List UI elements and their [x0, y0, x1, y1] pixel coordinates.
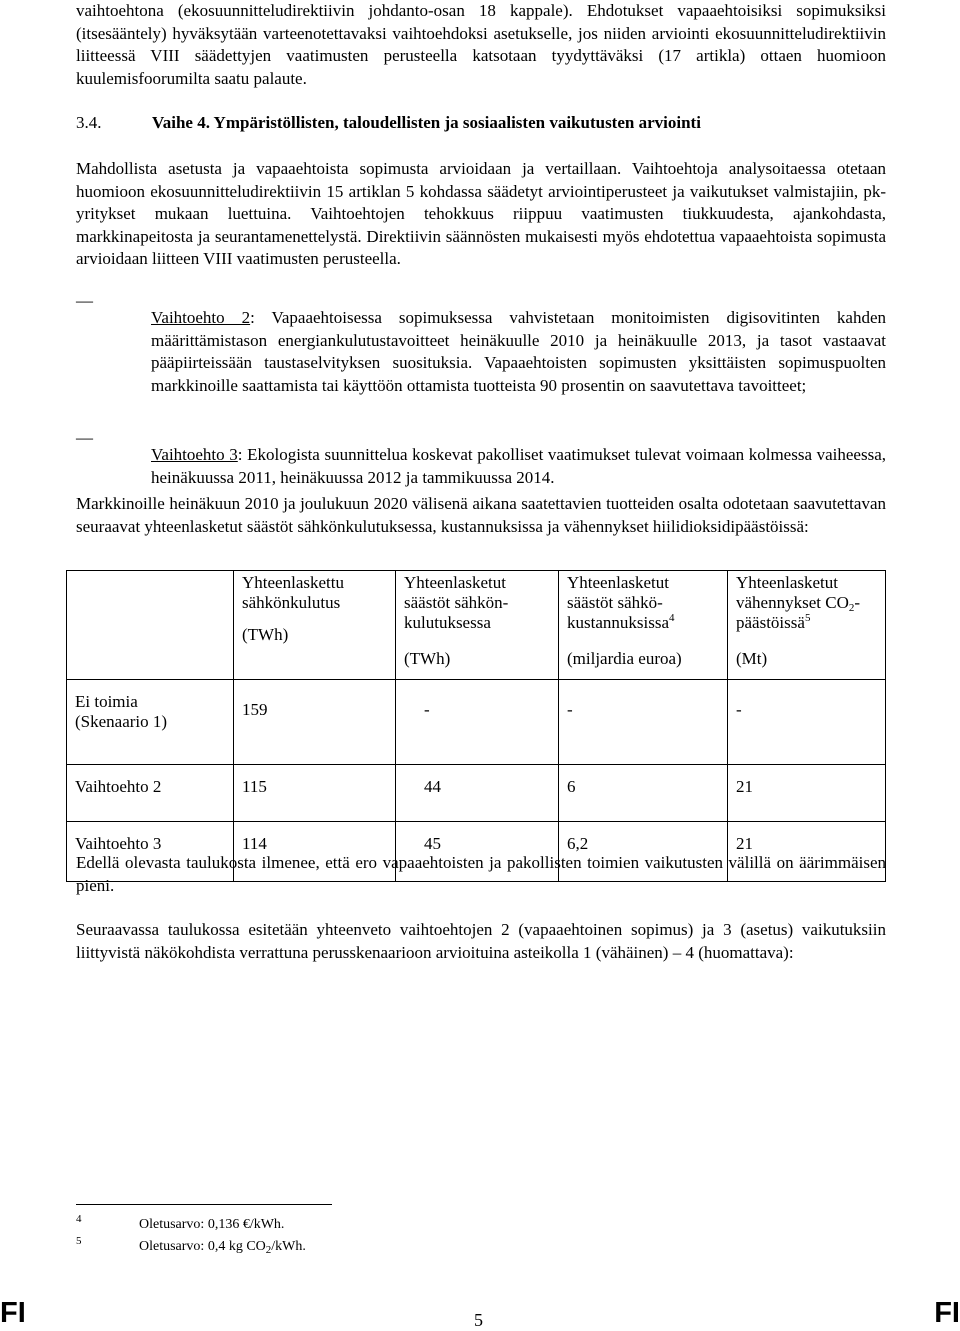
header-text: Yhteenlaskettu — [242, 573, 344, 592]
table-header-cell — [396, 571, 559, 680]
row-label — [67, 680, 234, 765]
header-text: vähennykset CO — [736, 593, 849, 612]
table-header-cell — [559, 571, 728, 680]
header-unit: (TWh) — [242, 625, 289, 644]
row-label-text: (Skenaario 1) — [75, 712, 168, 731]
option-text — [151, 444, 886, 489]
option-label: Vaihtoehto 3 — [151, 445, 238, 464]
table-corner-cell — [67, 571, 234, 680]
table-cell: 44 — [396, 765, 559, 822]
markets-paragraph: Markkinoille heinäkuun 2010 ja joulukuun 2020 välisenä aikana saatettavien tuotteiden osalta odotetaan saavutettavan seuraavat yhteenlasketut säästöt sähkönkulutuksessa, kustannuksissa ja vähennykset hiilidioksidipäästöissä: — [76, 494, 886, 536]
header-text: säästöt sähkön- — [404, 593, 509, 612]
row-label: Vaihtoehto 3 — [67, 822, 234, 882]
table-row — [67, 765, 886, 822]
savings-table — [66, 570, 886, 882]
option-body: : Ekologista suunnittelua koskevat pakolliset vaatimukset tulevat voimaan kolmessa vaiheessa, heinäkuussa 2011, heinäkuussa 2012 ja tammikuussa 2014. — [151, 445, 886, 487]
footnote-ref: 5 — [804, 612, 811, 624]
table-cell: 115 — [234, 765, 396, 822]
option-text — [151, 307, 886, 397]
footer-language-left: FI — [0, 1297, 26, 1329]
table-header-cell — [234, 571, 396, 680]
section-title: Vaihe 4. Ympäristöllisten, taloudellisten ja sosiaalisten vaikutusten arviointi — [152, 113, 701, 132]
page-number: 5 — [474, 1310, 483, 1330]
section-heading — [76, 112, 886, 135]
header-text: kulutuksessa — [404, 613, 491, 632]
table-cell: 6 — [559, 765, 728, 822]
footer-language-right: FI — [934, 1297, 960, 1329]
header-unit: (Mt) — [736, 649, 768, 668]
table-cell: - — [396, 680, 559, 765]
dash-bullet: — — [76, 291, 93, 310]
footnote-text: Oletusarvo: 0,136 €/kWh. — [139, 1217, 285, 1232]
header-text: - — [854, 593, 861, 612]
subscript: 2 — [265, 1244, 272, 1256]
row-label-text: Ei toimia — [75, 692, 138, 711]
table-cell: 21 — [728, 822, 886, 882]
footnote-number: 5 — [76, 1235, 82, 1247]
header-text: Yhteenlasketut — [404, 573, 506, 592]
option-label: Vaihtoehto 2 — [151, 308, 251, 327]
table-row — [67, 680, 886, 765]
table-row — [67, 822, 886, 882]
header-unit: (TWh) — [404, 649, 451, 668]
table-cell: 114 — [234, 822, 396, 882]
table-cell: - — [728, 680, 886, 765]
footnote-ref: 4 — [669, 612, 675, 624]
footnote-number: 4 — [76, 1213, 82, 1225]
header-text: päästöissä — [736, 613, 805, 632]
option-item — [76, 290, 886, 414]
header-text: sähkönkulutus — [242, 593, 341, 612]
header-text: kustannuksissa — [567, 613, 669, 632]
header-text: Yhteenlasketut — [567, 573, 669, 592]
footnote-text-part: Oletusarvo: 0,4 kg CO — [139, 1239, 266, 1254]
option-body: : Vapaaehtoisessa sopimuksessa vahvistetaan monitoimisten digisovitinten kahden määrittämistason energiankulutustavoitteet heinäkuulle 2010 ja heinäkuulle 2013, ja tasot vastaavat pääpiirteissään taustaselvityksen suosituksia. Vapaaehtoisten sopimusten yksittäisten sopimuspuolten markkinoille saattamista tai käyttöön ottamista tuotteista 90 prosentin on saavutettava tavoitteet; — [151, 308, 886, 395]
header-text: säästöt sähkö- — [567, 593, 663, 612]
footnote-text-part: /kWh. — [271, 1239, 306, 1254]
top-paragraph: vaihtoehtona (ekosuunnitteludirektiivin johdanto-osan 18 kappale). Ehdotukset vapaaehtoisiksi sopimuksiksi (itsesääntely) hyväksytään varteenotettavaksi vaihtoehdoksi asetukselle, jos niiden arviointi ekosuunnitteludirektiivin liitteessä VIII säädettyjen vaatimusten perusteella katsotaan tyydyttäväksi (17 artikla) ottaen huomioon kuulemisfoorumilta saatu palaute. — [76, 1, 886, 88]
header-unit: (miljardia euroa) — [567, 649, 682, 668]
table-header-row — [67, 571, 886, 680]
table-header-cell — [728, 571, 886, 680]
table-cell: 159 — [234, 680, 396, 765]
section-number: 3.4. — [76, 113, 102, 132]
table-cell: 45 — [396, 822, 559, 882]
footnote-separator — [76, 1204, 332, 1205]
dash-bullet: — — [76, 428, 93, 447]
table-cell: 6,2 — [559, 822, 728, 882]
summary-paragraph: Seuraavassa taulukossa esitetään yhteenveto vaihtoehtojen 2 (vapaaehtoinen sopimus) ja 3 (asetus) vaikutuksiin liittyvistä näkökohdista verrattuna perusskenaarioon arvioituina asteikolla 1 (vähäinen) – 4 (huomattava): — [76, 920, 886, 962]
table-cell: 21 — [728, 765, 886, 822]
after-table-paragraph: Edellä olevasta taulukosta ilmenee, että ero vapaaehtoisten ja pakollisten toimien vaikutusten välillä on äärimmäisen pieni. — [76, 853, 886, 895]
intro-paragraph: Mahdollista asetusta ja vapaaehtoista sopimusta arvioidaan ja vertaillaan. Vaihtoehtoja analysoitaessa otetaan huomioon ekosuunnitteludirektiivin 15 artiklan 5 kohdassa säädetyt arviointiperusteet ja vaikutukset valmistajiin, pk-yritykset mukaan luettuina. Vaihtoehtojen tehokkuus riippuu vaatimusten tiukkuudesta, ajankohdasta, markkinapeitosta ja seurantamenettelystä. Direktiivin säännösten mukaisesti myös ehdotettua vapaaehtoista sopimusta arvioidaan liitteen VIII vaatimusten perusteella. — [76, 159, 886, 268]
header-text: Yhteenlasketut — [736, 573, 838, 592]
footnote-text — [139, 1238, 306, 1256]
row-label: Vaihtoehto 2 — [67, 765, 234, 822]
table-cell: - — [559, 680, 728, 765]
subscript: 2 — [848, 602, 855, 614]
